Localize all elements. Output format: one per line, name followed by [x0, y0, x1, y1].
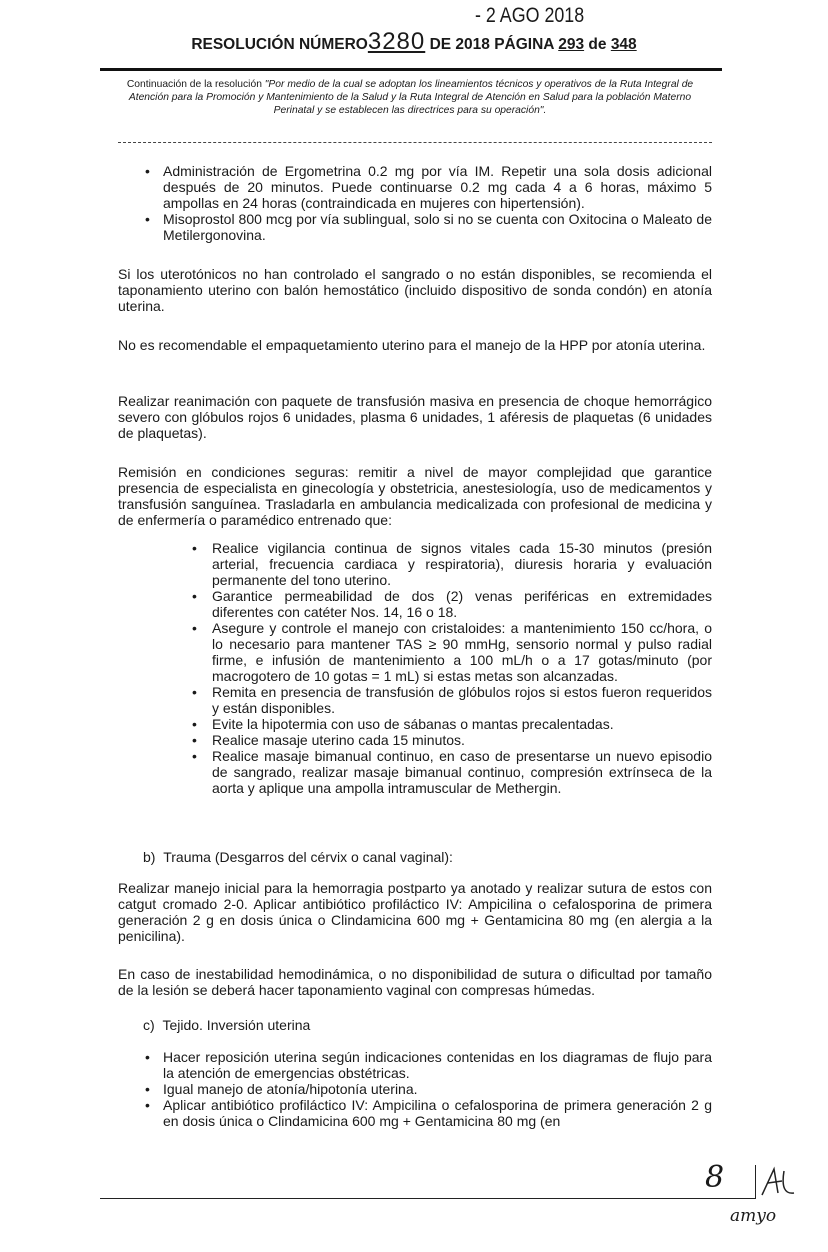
inversion-list [145, 1049, 712, 1129]
initials-handwritten: amyo [730, 1206, 777, 1226]
list-item: • Asegure y controle el manejo con cristaloides: a mantenimiento 150 cc/hora, o lo necesario para mantener TAS ≥ 90 mmHg, sensorio normal y pulso radial firme, e infusión de mantenimiento a 100 mL/h o a 17 gotas/minuto (por macrogotero de 10 gotas = 1 mL) si estas metas son alcanzadas. [192, 620, 712, 684]
list-item: • Evite la hipotermia con uso de sábanas o mantas precalentadas. [192, 716, 614, 732]
signature-mark [758, 1165, 798, 1199]
uterotonic-list [145, 163, 712, 243]
footer-rule [100, 1198, 755, 1199]
page-number: 293 [558, 36, 585, 53]
list-item: • Remita en presencia de transfusión de glóbulos rojos si estos fueron requeridos y están disponibles. [192, 684, 712, 716]
section-b-heading: b) Trauma (Desgarros del cérvix o canal vaginal): [143, 849, 453, 865]
transfer-list [192, 540, 712, 796]
paragraph: Si los uterotónicos no han controlado el sangrado o no están disponibles, se recomienda el taponamiento uterino con balón hemostático (incluido dispositivo de sonda condón) en atonía uterina. [118, 266, 712, 314]
list-item: • Garantice permeabilidad de dos (2) venas periféricas en extremidades diferentes con catéter Nos. 14, 16 o 18. [192, 588, 712, 620]
paragraph: No es recomendable el empaquetamiento uterino para el manejo de la HPP por atonía uterina. [118, 337, 706, 353]
list-item: • Aplicar antibiótico profiláctico IV: Ampicilina o cefalosporina de primera generación 2 g en dosis única o Clindamicina 600 mg + Gentamicina 80 mg (en [145, 1097, 712, 1129]
resolution-number: 3280 [367, 28, 426, 55]
list-item: • Realice masaje uterino cada 15 minutos. [192, 732, 465, 748]
paragraph: Realizar reanimación con paquete de transfusión masiva en presencia de choque hemorrágico severo con glóbulos rojos 6 unidades, plasma 6 unidades, 1 aféresis de plaquetas (6 unidades de plaquetas). [118, 393, 712, 441]
resolution-subtitle: Continuación de la resolución "Por medio de la cual se adoptan los lineamientos técnicos y operativos de la Ruta Integral de Atención para la Promoción y Mantenimiento de la Salud y la Ruta Integral de Atención en Salud para la población Materno Perinatal y se establecen las directrices para su operación". [126, 79, 694, 116]
resolution-header: RESOLUCIÓN NÚMERO3280 DE 2018 PÁGINA 293 de 348 [191, 28, 637, 55]
list-item: • Hacer reposición uterina según indicaciones contenidas en los diagramas de flujo para la atención de emergencias obstétricas. [145, 1049, 712, 1081]
footer-vertical-rule [755, 1165, 756, 1199]
list-item: • Administración de Ergometrina 0.2 mg por vía IM. Repetir una sola dosis adicional después de 20 minutos. Puede continuarse 0.2 mg cada 4 a 6 horas, máximo 5 ampollas en 24 horas (contraindicada en mujeres con hipertensión). [145, 163, 712, 211]
date-stamp: - 2 AGO 2018 [475, 4, 585, 27]
total-pages: 348 [610, 36, 637, 53]
paragraph: En caso de inestabilidad hemodinámica, o no disponibilidad de sutura o dificultad por tamaño de la lesión se deberá hacer taponamiento vaginal con compresas húmedas. [118, 966, 712, 998]
paragraph: Remisión en condiciones seguras: remitir a nivel de mayor complejidad que garantice presencia de especialista en ginecología y obstetricia, anestesiología, uso de medicamentos y transfusión sanguínea. Trasladarla en ambulancia medicalizada con profesional de medicina y de enfermería o paramédico entrenado que: [118, 464, 712, 528]
folio-handwritten: 8 [705, 1160, 725, 1195]
header-rule [100, 68, 722, 71]
list-item: • Igual manejo de atonía/hipotonía uterina. [145, 1081, 418, 1097]
list-item: • Misoprostol 800 mcg por vía sublingual, solo si no se cuenta con Oxitocina o Maleato de Metilergonovina. [145, 211, 712, 243]
list-item: • Realice masaje bimanual continuo, en caso de presentarse un nuevo episodio de sangrado, realizar masaje bimanual continuo, compresión extrínseca de la aorta y aplique una ampolla intramuscular de Methergin. [192, 748, 712, 796]
dashed-divider [118, 142, 712, 143]
list-item: • Realice vigilancia continua de signos vitales cada 15-30 minutos (presión arterial, frecuencia cardiaca y respiratoria), diuresis horaria y evaluación permanente del tono uterino. [192, 540, 712, 588]
paragraph: Realizar manejo inicial para la hemorragia postparto ya anotado y realizar sutura de estos con catgut cromado 2-0. Aplicar antibiótico profiláctico IV: Ampicilina o cefalosporina de primera generación 2 g en dosis única o Clindamicina 600 mg + Gentamicina 80 mg (en alergia a la penicilina). [118, 880, 712, 944]
section-c-heading: c) Tejido. Inversión uterina [143, 1017, 311, 1033]
